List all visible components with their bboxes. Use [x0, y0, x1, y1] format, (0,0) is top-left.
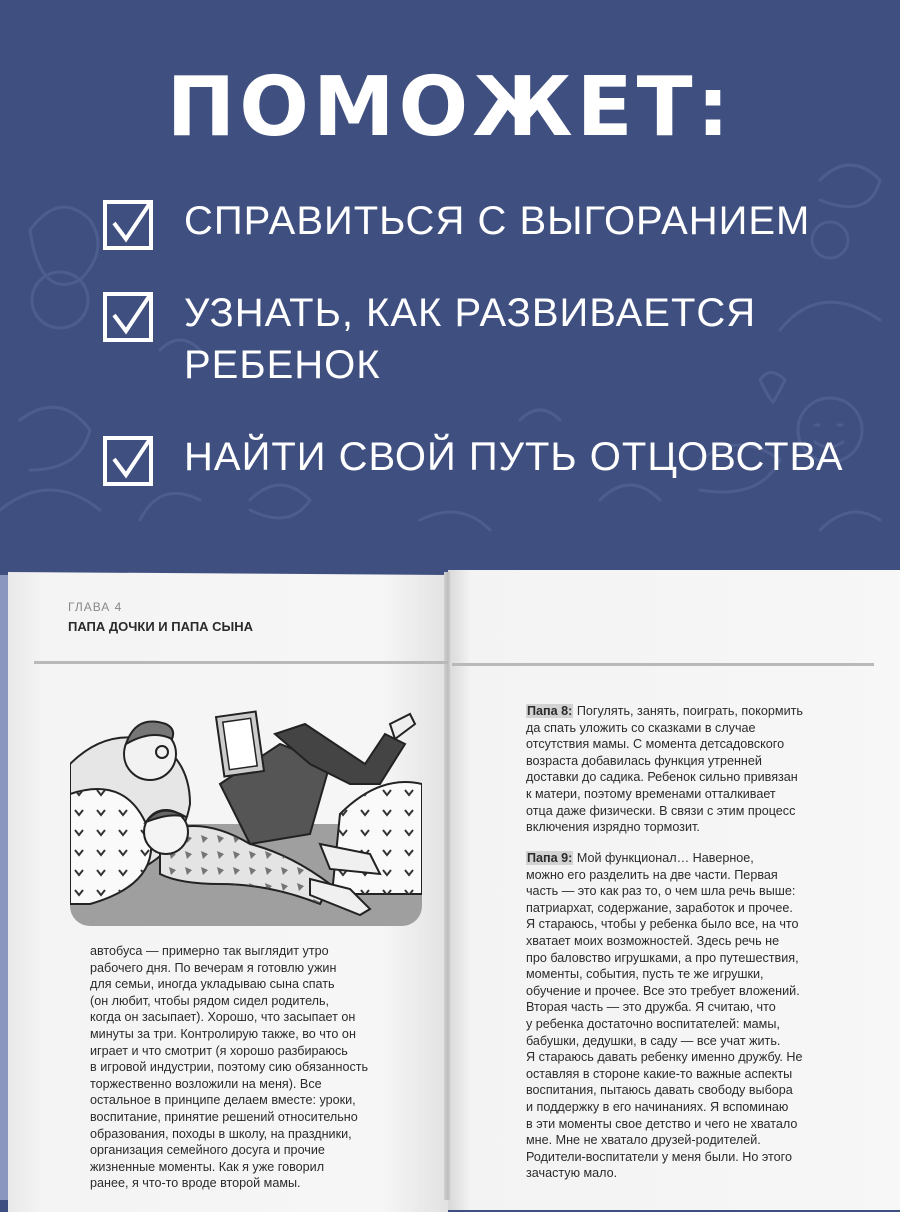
benefit-item: [102, 195, 882, 247]
checkbox-icon: [102, 199, 154, 251]
benefit-text: УЗНАТЬ, КАК РАЗВИВАЕТСЯ РЕБЕНОК: [184, 291, 757, 387]
benefit-item: [102, 287, 882, 391]
chapter-title: ПАПА ДОЧКИ И ПАПА СЫНА: [68, 619, 254, 634]
left-page-text: автобуса — примерно так выглядит утро рабочего дня. По вечерам я готовлю ужин для семьи, иногда укладываю сына спать (он любит, чтобы рядом сидел родитель, когда он засыпает). Хорошо, что засыпает он минуты за три. Контролирую также, во что он играет и что смотрит (я хорошо разбираюсь в игровой индустрии, поэтому сию обязанность торжественно возложили на меня). Все остальное в принципе делаем вместе: уроки, воспитание, принятие решений относительно образования, походы в школу, на праздники, организация семейного досуга и прочие жизненные моменты. Как я уже говорил ранее, я что-то вроде второй мамы.: [90, 944, 369, 1191]
answer-paragraph: [526, 850, 816, 1182]
header-rule: [34, 661, 448, 664]
answer-text: Погулять, занять, поиграть, покормить да спать уложить со сказками в случае отсутствия мамы. С момента детсадовского возраста добавилась функция утренней доставки до садика. Ребенок сильно привязан к матери, поэтому временами отталкивает отца даже физически. В связи с этим процесс включения изрядно тормозит.: [526, 704, 803, 835]
father-and-son-illustration: [70, 704, 422, 926]
checkbox-icon: [102, 435, 154, 487]
answer-label: Папа 9:: [527, 851, 573, 865]
answer-paragraph: [526, 703, 816, 836]
benefit-list: [102, 195, 882, 483]
header-rule: [452, 663, 874, 666]
headline: ПОМОЖЕТ:: [166, 60, 734, 155]
book-spine: [444, 572, 452, 1200]
benefit-text: НАЙТИ СВОЙ ПУТЬ ОТЦОВСТВА: [184, 435, 844, 479]
answer-label: Папа 8:: [527, 704, 573, 718]
benefit-item: [102, 431, 882, 483]
chapter-number: ГЛАВА 4: [68, 600, 123, 614]
benefit-text: СПРАВИТЬСЯ С ВЫГОРАНИЕМ: [184, 199, 811, 243]
answer-text: Мой функционал… Наверное, можно его разделить на две части. Первая часть — это как раз то, о чем шла речь выше: патриархат, содержание, заработок и прочее. Я стараюсь, чтобы у ребенка было все, на что хватает моих возможностей. Здесь речь не про баловство игрушками, а про путешествия, моменты, события, пусть те же игрушки, обучение и прочее. Все это требует вложений. Вторая часть — это дружба. Я считаю, что у ребенка достаточно воспитателей: мамы, бабушки, дедушки, в саду — все учат жить. Я стараюсь давать ребенку именно дружбу. Не оставляя в стороне какие-то важные аспекты воспитания, пытаюсь давать свободу выбора и поддержку в его начинаниях. Я вспоминаю в эти моменты свое детство и чего не хватало мне. Мне не хватало друзей-родителей. Родители-воспитатели у меня были. Но этого зачастую мало.: [526, 851, 803, 1181]
checkbox-icon: [102, 291, 154, 343]
